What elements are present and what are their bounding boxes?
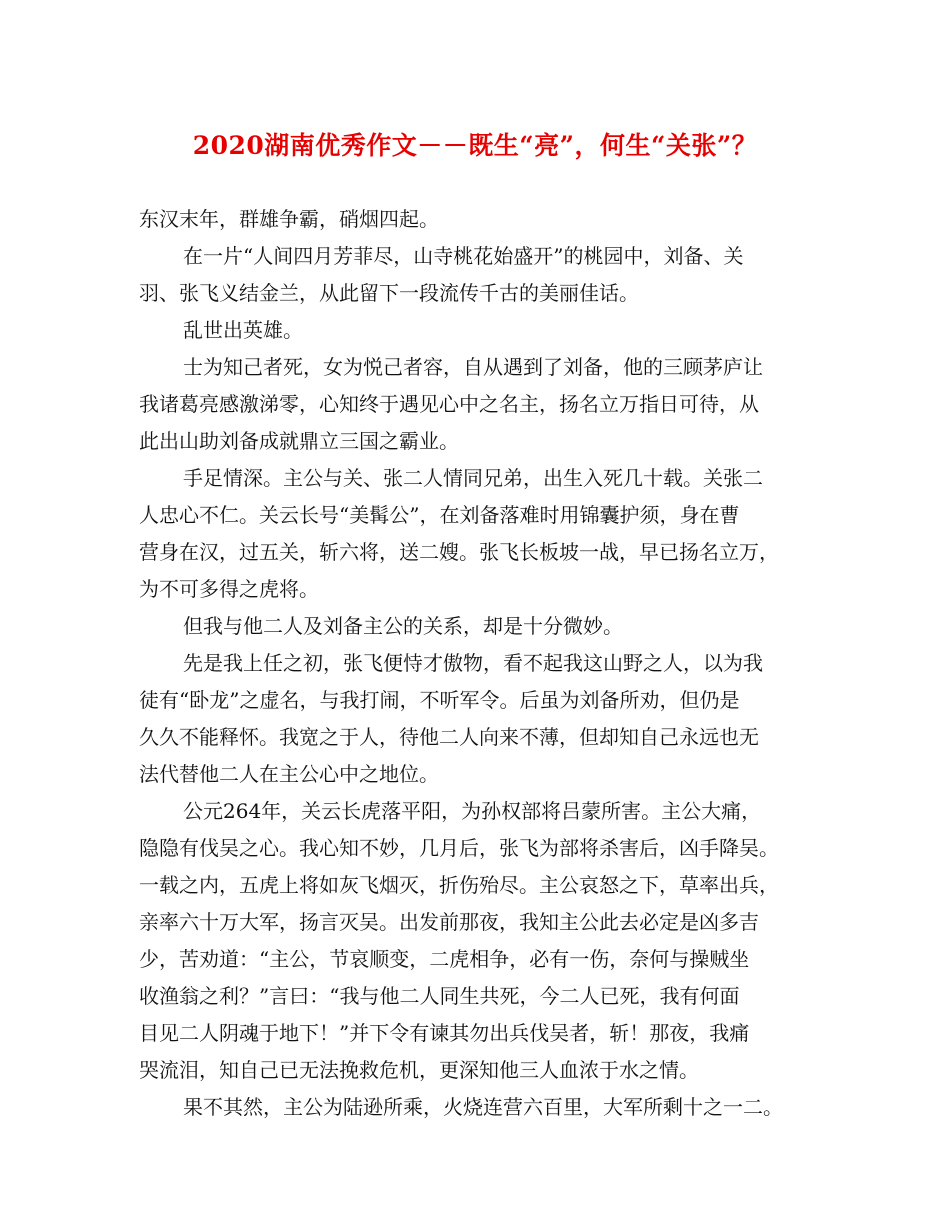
text-line: 在一片“人间四月芳菲尽，山寺桃花始盛开”的桃园中，刘备、关: [183, 244, 744, 268]
text-line: 此出山助刘备成就鼎立三国之霸业。: [139, 429, 459, 453]
text-line: 为不可多得之虎将。: [139, 577, 319, 601]
text-line: 先是我上任之初，张飞便恃才傲物，看不起我这山野之人，以为我: [183, 651, 763, 675]
document-title: 2020湖南优秀作文－－既生“亮”，何生“关张”？: [192, 131, 758, 160]
text-line: 东汉末年，群雄争霸，硝烟四起。: [139, 207, 439, 231]
text-line: 法代替他二人在主公心中之地位。: [139, 762, 439, 786]
document-body: [139, 201, 829, 1126]
text-line: 徒有“卧龙”之虚名，与我打闹，不听军令。后虽为刘备所劝，但仍是: [139, 688, 740, 712]
text-line: 亲率六十万大军，扬言灭吴。出发前那夜，我知主公此去必定是凶多吉: [139, 910, 759, 934]
text-line: 人忠心不仁。关云长号“美髯公”，在刘备落难时用锦囊护须，身在曹: [139, 503, 740, 527]
text-line: 乱世出英雄。: [183, 318, 303, 342]
text-line: 公元264年，关云长虎落平阳，为孙权部将吕蒙所害。主公大痛，: [183, 799, 762, 823]
text-line: 久久不能释怀。我宽之于人，待他二人向来不薄，但却知自己永远也无: [139, 725, 759, 749]
text-line: 目见二人阴魂于地下！”并下令有谏其勿出兵伐吴者，斩！那夜，我痛: [139, 1021, 750, 1045]
text-line: 果不其然，主公为陆逊所乘，火烧连营六百里，大军所剩十之一二。: [183, 1095, 783, 1119]
text-line: 但我与他二人及刘备主公的关系，却是十分微妙。: [183, 614, 623, 638]
text-line: 哭流泪，知自己已无法挽救危机，更深知他三人血浓于水之情。: [139, 1058, 699, 1082]
text-line: 我诸葛亮感激涕零，心知终于遇见心中之名主，扬名立万指日可待，从: [139, 392, 759, 416]
text-line: 隐隐有伐吴之心。我心知不妙，几月后，张飞为部将杀害后，凶手降吴。: [139, 836, 779, 860]
text-line: 一载之内，五虎上将如灰飞烟灭，折伤殆尽。主公哀怒之下，草率出兵，: [139, 873, 779, 897]
text-line: 营身在汉，过五关，斩六将，送二嫂。张飞长板坡一战，早已扬名立万，: [139, 540, 779, 564]
text-line: 手足情深。主公与关、张二人情同兄弟，出生入死几十载。关张二: [183, 466, 763, 490]
text-line: 少，苦劝道：“主公，节哀顺变，二虎相争，必有一伤，奈何与操贼坐: [139, 947, 750, 971]
text-line: 羽、张飞义结金兰，从此留下一段流传千古的美丽佳话。: [139, 281, 639, 305]
text-line: 士为知己者死，女为悦己者容，自从遇到了刘备，他的三顾茅庐让: [183, 355, 763, 379]
text-line: 收渔翁之利？”言曰：“我与他二人同生共死，今二人已死，我有何面: [139, 984, 740, 1008]
